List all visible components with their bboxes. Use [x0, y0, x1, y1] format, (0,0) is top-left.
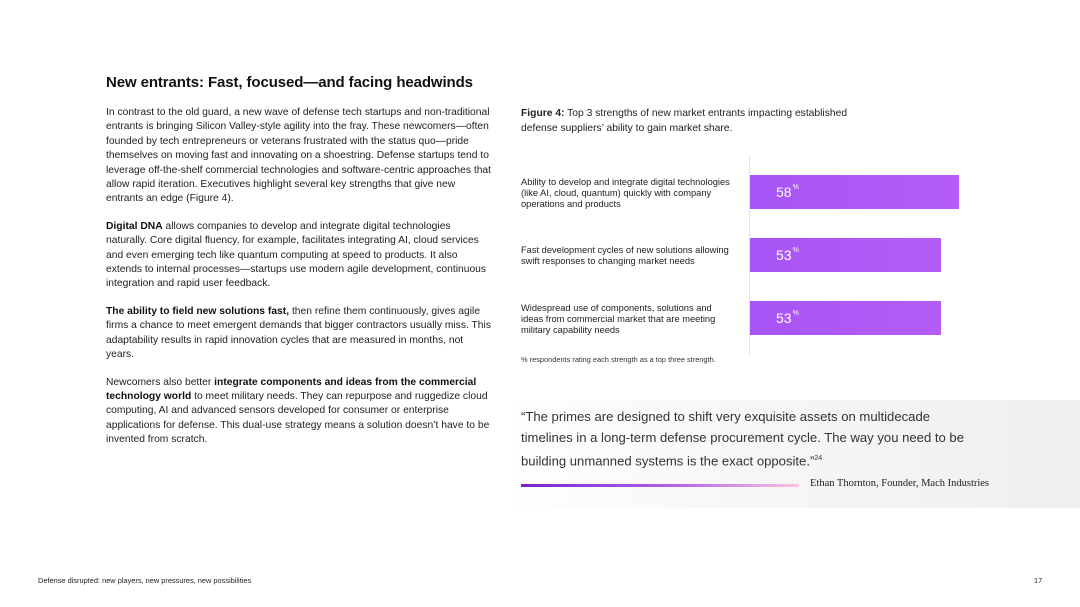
commercial-tech-pre: Newcomers also better — [106, 376, 215, 388]
figure-label: Figure 4: — [521, 108, 565, 119]
pull-quote — [521, 406, 971, 471]
footer-title: Defense disrupted: new players, new pressures, new possibilities — [38, 576, 252, 585]
bar-value-label: 58% — [776, 184, 799, 200]
quote-footnote-ref: 24 — [814, 455, 823, 462]
quote-text: “The primes are designed to shift very exquisite assets on multidecade timelines in a long-term defense procurement cycle. The way you need to be building unmanned systems is the exact opposite.” — [521, 409, 965, 469]
commercial-tech-paragraph — [106, 376, 492, 448]
chart-footnote: % respondents rating each strength as a top three strength. — [521, 355, 716, 364]
field-fast-text: then refine them continuously, gives agile firms a chance to meet emergent demands that bigger contractors usually miss. This adaptability results in rapid innovation cycles that are measured in months, not years. — [106, 305, 491, 361]
digital-dna-lead: Digital DNA — [106, 220, 163, 232]
figure-caption — [521, 107, 881, 136]
commercial-tech-text: to meet military needs. They can repurpose and ruggedize cloud computing, AI and advanced sensors developed for consumer or enterprise applications for defense. This dual-use strategy means a solution doesn’t have to be invented from scratch. — [106, 390, 490, 446]
bar-row — [521, 238, 971, 274]
digital-dna-paragraph — [106, 220, 492, 292]
bar-value-label: 53% — [776, 247, 799, 263]
bar — [750, 301, 941, 335]
bar-category-label: Fast development cycles of new solutions allowing swift responses to changing market needs — [521, 245, 729, 266]
bar-value-unit: % — [792, 310, 799, 317]
bar-row — [521, 175, 971, 211]
field-fast-lead: The ability to field new solutions fast, — [106, 305, 290, 317]
bar-value-unit: % — [792, 247, 799, 254]
bar-category-label: Widespread use of components, solutions and ideas from commercial market that are meeting military capability needs — [521, 302, 716, 335]
quote-attribution: Ethan Thornton, Founder, Mach Industries — [810, 478, 990, 489]
figure-caption-text: Top 3 strengths of new market entrants impacting established defense suppliers’ ability to gain market share. — [521, 108, 848, 134]
field-fast-paragraph — [106, 305, 492, 363]
body-text-column — [106, 106, 492, 461]
bar-value-label: 53% — [776, 310, 799, 326]
bar — [750, 238, 941, 272]
bar-value-unit: % — [792, 184, 799, 191]
bar-category-label: Ability to develop and integrate digital technologies (like AI, cloud, quantum) quickly with company operations and products — [521, 176, 730, 209]
intro-paragraph: In contrast to the old guard, a new wave of defense tech startups and non-traditional entrants is bringing Silicon Valley-style agility into the fray. These newcomers—often founded by tech entrepreneurs or veterans frustrated with the status quo—pride themselves on moving fast and innovating on a shoestring. Defense startups tend to leverage off-the-shelf commercial technologies and software-centric approaches that allow rapid iteration. Executives highlight several key strengths that give new entrants an edge (Figure 4). — [106, 107, 492, 205]
bar — [750, 175, 959, 209]
bar-row — [521, 301, 971, 337]
section-heading: New entrants: Fast, focused—and facing headwinds — [106, 74, 473, 91]
digital-dna-text: allows companies to develop and integrate digital technologies naturally. Core digital fluency, for example, facilitates integrating AI, cloud services and even emerging tech like quantum computing at speed to products. It also extends to internal processes—startups use modern agile development, continuous integration and rapid user feedback. — [106, 220, 487, 290]
page-number: 17 — [1034, 576, 1043, 585]
quote-divider — [521, 484, 799, 487]
commercial-tech-lead: integrate components and ideas from the commercial technology world — [106, 376, 477, 402]
strengths-bar-chart — [521, 155, 971, 355]
